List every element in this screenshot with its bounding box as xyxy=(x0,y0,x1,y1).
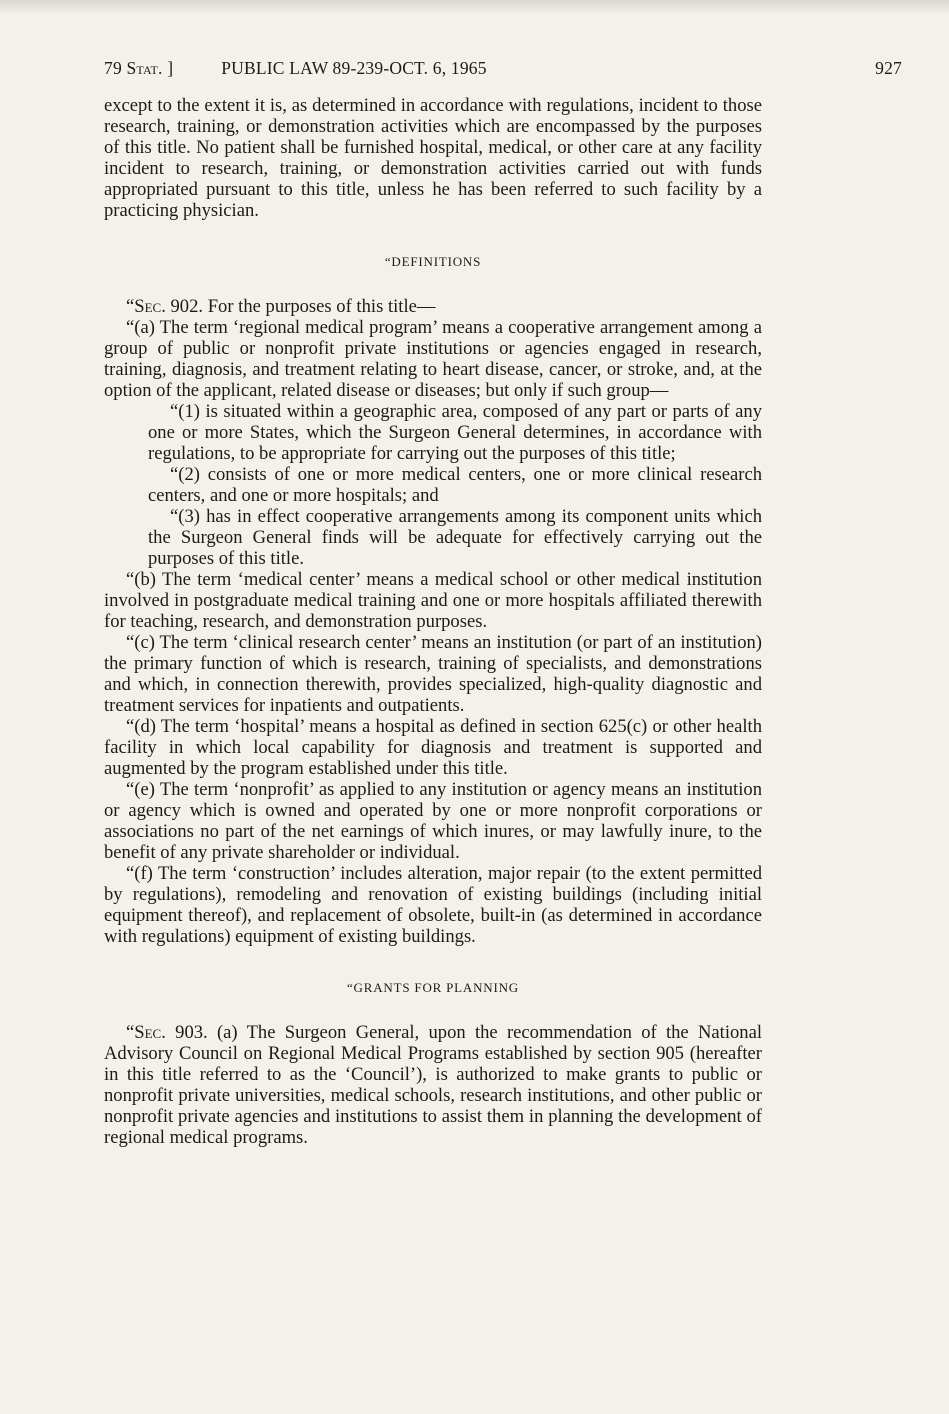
definition-a1: “(1) is situated within a geographic area, composed of any part or parts of any one or more States, which the Surgeon General determines, in accordance with regulations, to be appropriate for carrying out the purposes of this title; xyxy=(148,401,762,464)
law-title: PUBLIC LAW 89-239-OCT. 6, 1965 xyxy=(221,58,487,78)
page-number: 927 xyxy=(875,58,902,78)
heading-definitions: “DEFINITIONS xyxy=(384,254,482,269)
definition-a: “(a) The term ‘regional medical program’ means a cooperative arrangement among a group of public or nonprofit private institutions or agencies engaged in research, training, diagnosis, and treatment relating to heart disease, cancer, or stroke, and, at the option of the applicant, related disease or diseases; but only if such group— xyxy=(104,317,762,401)
section-903-text: (a) The Surgeon General, upon the recommendation of the National Advisory Council on Regional Medical Programs established by section 905 (hereafter in this title referred to as the ‘Council’), is authorized to make grants to public or nonprofit private universities, medical schools, research institutions, and other public or nonprofit private agencies and institutions to assist them in planning the development of regional medical programs. xyxy=(104,1022,762,1148)
definition-a2: “(2) consists of one or more medical centers, one or more clinical research centers, and one or more hospitals; and xyxy=(148,464,762,506)
definition-b: “(b) The term ‘medical center’ means a medical school or other medical institution involved in postgraduate medical training and one or more hospitals affiliated therewith for teaching, research, and demonstration purposes. xyxy=(104,569,762,632)
running-head xyxy=(104,58,902,79)
running-head-left xyxy=(104,58,487,79)
statute-citation: 79 Stat. ] xyxy=(104,58,174,78)
scan-edge xyxy=(0,0,949,14)
section-902-label: “Sec. 902. xyxy=(126,296,204,317)
definition-f: “(f) The term ‘construction’ includes alteration, major repair (to the extent permitted by regulations), remodeling and renovation of existing buildings (including initial equipment thereof), and replacement of obsolete, built-in (as determined in accordance with regulations) equipment of existing buildings. xyxy=(104,863,762,947)
definition-c: “(c) The term ‘clinical research center’ means an institution (or part of an institution) the primary function of which is research, training of specialists, and demonstrations and which, in connection therewith, provides specialized, high-quality diagnostic and treatment services for inpatients and outpatients. xyxy=(104,632,762,716)
definition-e: “(e) The term ‘nonprofit’ as applied to any institution or agency means an institution or agency which is owned and operated by one or more nonprofit corporations or associations no part of the net earnings of which inures, or may lawfully inure, to the benefit of any private shareholder or individual. xyxy=(104,779,762,863)
definition-d: “(d) The term ‘hospital’ means a hospital as defined in section 625(c) or other health facility in which local capability for diagnosis and treatment is supported and augmented by the program established under this title. xyxy=(104,716,762,779)
definition-a3: “(3) has in effect cooperative arrangements among its component units which the Surgeon General finds will be adequate for effectively carrying out the purposes of this title. xyxy=(148,506,762,569)
heading-grants-for-planning: “GRANTS FOR PLANNING xyxy=(346,980,519,995)
section-903-label: “Sec. 903. xyxy=(126,1022,208,1043)
intro-paragraph: except to the extent it is, as determined in accordance with regulations, incident to those research, training, or demonstration activities which are encompassed by the purposes of this title. No patient shall be furnished hospital, medical, or other care at any facility incident to research, training, or demonstration activities carried out with funds appropriated pursuant to this title, unless he has been referred to such facility by a practicing physician. xyxy=(104,95,762,221)
body-text xyxy=(104,95,762,1148)
section-902-paragraph xyxy=(104,296,762,317)
document-page xyxy=(104,58,902,1148)
section-902-text: For the purposes of this title— xyxy=(207,296,436,317)
section-903-paragraph xyxy=(104,1022,762,1148)
